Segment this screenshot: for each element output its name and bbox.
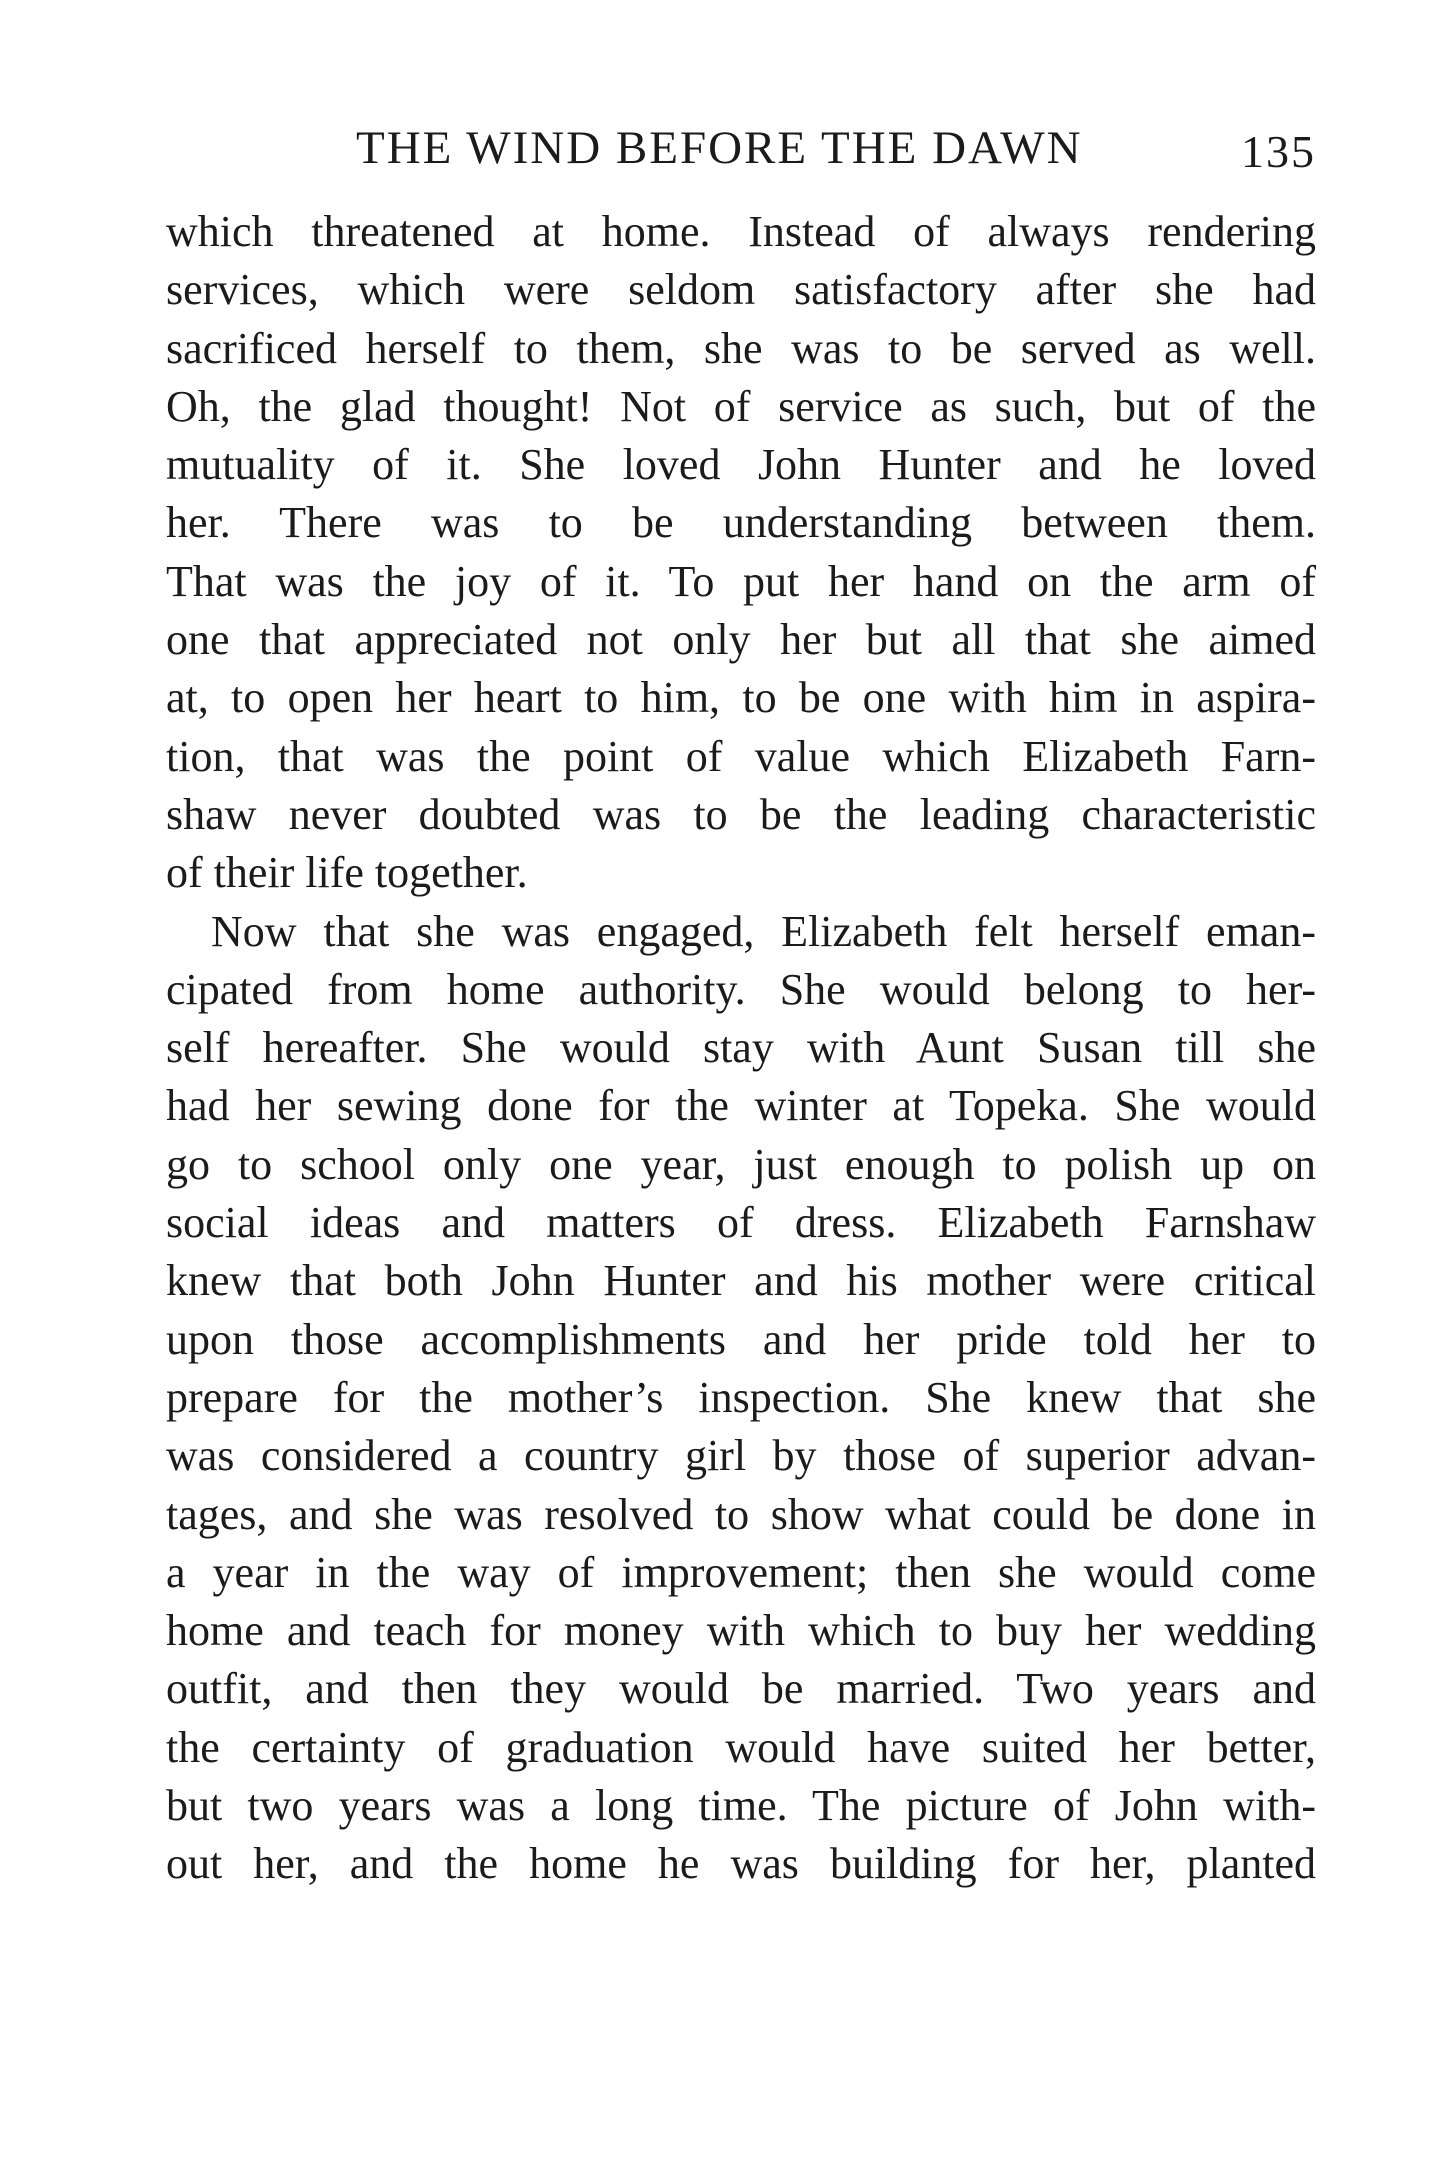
text-line: sacrificed herself to them, she was to be served as well. xyxy=(166,323,1316,373)
text-line: Now that she was engaged, Elizabeth felt herself eman- xyxy=(211,906,1316,956)
text-line: the certainty of graduation would have suited her better, xyxy=(166,1722,1316,1772)
text-line: which threatened at home. Instead of always rendering xyxy=(166,207,1316,256)
paragraph-1 xyxy=(166,203,1316,903)
text-line: social ideas and matters of dress. Elizabeth Farnshaw xyxy=(166,1198,1316,1248)
text-line: at, to open her heart to him, to be one with him in aspira- xyxy=(166,673,1316,723)
text-line: of their life together. xyxy=(166,848,528,898)
text-line: home and teach for money with which to buy her wedding xyxy=(166,1606,1316,1656)
running-title: THE WIND BEFORE THE DAWN xyxy=(356,122,1083,174)
running-head xyxy=(166,118,1316,178)
text-line: upon those accomplishments and her pride told her to xyxy=(166,1314,1316,1364)
text-line: was considered a country girl by those of superior advan- xyxy=(166,1431,1316,1481)
text-line: but two years was a long time. The picture of John with- xyxy=(166,1781,1316,1831)
text-line: outfit, and then they would be married. Two years and xyxy=(166,1664,1316,1714)
text-line: had her sewing done for the winter at Topeka. She would xyxy=(166,1081,1316,1131)
text-line: out her, and the home he was building for her, planted xyxy=(166,1839,1316,1889)
text-line: prepare for the mother’s inspection. She knew that she xyxy=(166,1372,1316,1422)
text-line: mutuality of it. She loved John Hunter and he loved xyxy=(166,440,1316,490)
text-line: That was the joy of it. To put her hand on the arm of xyxy=(166,556,1316,606)
text-line: shaw never doubted was to be the leading characteristic xyxy=(166,789,1316,839)
text-line: self hereafter. She would stay with Aunt Susan till she xyxy=(166,1023,1316,1073)
text-line: tages, and she was resolved to show what could be done in xyxy=(166,1489,1316,1539)
text-line: her. There was to be understanding between them. xyxy=(166,498,1316,548)
text-line: cipated from home authority. She would belong to her- xyxy=(166,964,1316,1014)
text-line: go to school only one year, just enough to polish up on xyxy=(166,1139,1316,1189)
page-number: 135 xyxy=(1241,126,1316,177)
body-text xyxy=(166,203,1316,1894)
text-line: a year in the way of improvement; then she would come xyxy=(166,1547,1316,1597)
text-line: Oh, the glad thought! Not of service as such, but of the xyxy=(166,381,1316,431)
text-line: tion, that was the point of value which Elizabeth Farn- xyxy=(166,731,1316,781)
paragraph-2 xyxy=(166,903,1316,1894)
text-line: knew that both John Hunter and his mother were critical xyxy=(166,1256,1316,1306)
text-line: services, which were seldom satisfactory after she had xyxy=(166,265,1316,315)
text-line: one that appreciated not only her but all that she aimed xyxy=(166,615,1316,665)
